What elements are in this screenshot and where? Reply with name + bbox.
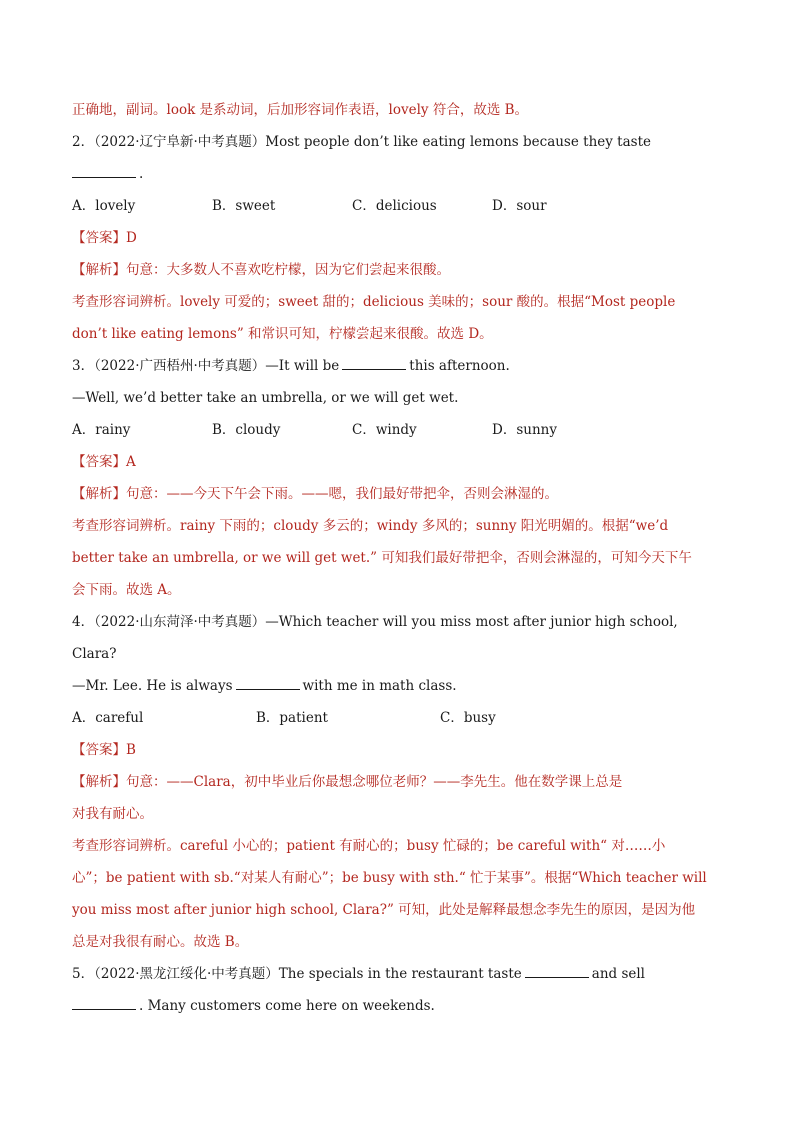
previous-analysis-tail: 正确地，副词。look 是系动词，后加形容词作表语，lovely 符合，故选 B。 bbox=[72, 102, 529, 118]
option-a: A．lovely bbox=[72, 198, 136, 214]
q4-analysis-6: 总是对我很有耐心。故选 B。 bbox=[72, 934, 249, 950]
q2-blank-line: . bbox=[72, 160, 732, 192]
q4-options bbox=[72, 704, 732, 736]
q4-analysis-2: 对我有耐心。 bbox=[72, 806, 153, 822]
q5-line-2: . Many customers come here on weekends. bbox=[72, 992, 732, 1024]
q2-answer: 【答案】D bbox=[72, 230, 137, 246]
answer-blank bbox=[72, 995, 136, 1010]
q2-options bbox=[72, 192, 732, 224]
q4-analysis-1: 【解析】句意：——Clara，初中毕业后你最想念哪位老师？——李先生。他在数学课上总是 bbox=[72, 774, 623, 790]
answer-blank bbox=[72, 163, 136, 178]
q4-line-3: —Mr. Lee. He is always with me in math class. bbox=[72, 672, 732, 704]
q4-analysis-4: 心”；be patient with sb.“对某人有耐心”；be busy with sth.“ 忙于某事”。根据“Which teacher will bbox=[72, 870, 707, 886]
q3-options bbox=[72, 416, 732, 448]
q4-line-2: Clara? bbox=[72, 646, 117, 662]
q4-answer: 【答案】B bbox=[72, 742, 136, 758]
document-page bbox=[72, 96, 732, 1024]
option-c: C．busy bbox=[440, 710, 496, 726]
q3-analysis-1: 【解析】句意：——今天下午会下雨。——嗯，我们最好带把伞，否则会淋湿的。 bbox=[72, 486, 558, 502]
q3-analysis-4: 会下雨。故选 A。 bbox=[72, 582, 181, 598]
q2-analysis-2: 考查形容词辨析。lovely 可爱的；sweet 甜的；delicious 美味的；sour 酸的。根据“Most people bbox=[72, 294, 676, 310]
option-d: D．sunny bbox=[492, 422, 557, 438]
q4-analysis-3: 考查形容词辨析。careful 小心的；patient 有耐心的；busy 忙碌的；be careful with“ 对……小 bbox=[72, 838, 666, 854]
q3-answer: 【答案】A bbox=[72, 454, 136, 470]
q4-analysis-5: you miss most after junior high school, Clara?” 可知，此处是解释最想念李先生的原因，是因为他 bbox=[72, 902, 696, 918]
q2-analysis-1: 【解析】句意：大多数人不喜欢吃柠檬，因为它们尝起来很酸。 bbox=[72, 262, 450, 278]
q2-analysis-3: don’t like eating lemons” 和常识可知，柠檬尝起来很酸。故选 D。 bbox=[72, 326, 493, 342]
q3-analysis-2: 考查形容词辨析。rainy 下雨的；cloudy 多云的；windy 多风的；sunny 阳光明媚的。根据“we’d bbox=[72, 518, 669, 534]
answer-blank bbox=[236, 675, 300, 690]
q4-stem: 4．（2022·山东菏泽·中考真题）—Which teacher will you miss most after junior high school, bbox=[72, 614, 678, 630]
option-b: B．sweet bbox=[212, 198, 276, 214]
option-d: D．sour bbox=[492, 198, 547, 214]
option-c: C．windy bbox=[352, 422, 417, 438]
q5-stem: 5．（2022·黑龙江绥化·中考真题）The specials in the restaurant taste and sell bbox=[72, 960, 732, 992]
q3-line-2: —Well, we’d better take an umbrella, or we will get wet. bbox=[72, 390, 459, 406]
option-b: B．patient bbox=[256, 710, 328, 726]
option-c: C．delicious bbox=[352, 198, 437, 214]
option-a: A．rainy bbox=[72, 422, 131, 438]
answer-blank bbox=[342, 355, 406, 370]
option-b: B．cloudy bbox=[212, 422, 281, 438]
answer-blank bbox=[525, 963, 589, 978]
q3-stem: 3．（2022·广西梧州·中考真题）—It will be this afternoon. bbox=[72, 352, 732, 384]
option-a: A．careful bbox=[72, 710, 144, 726]
q2-stem: 2．（2022·辽宁阜新·中考真题）Most people don’t like eating lemons because they taste bbox=[72, 134, 651, 150]
q3-analysis-3: better take an umbrella, or we will get wet.” 可知我们最好带把伞，否则会淋湿的，可知今天下午 bbox=[72, 550, 692, 566]
